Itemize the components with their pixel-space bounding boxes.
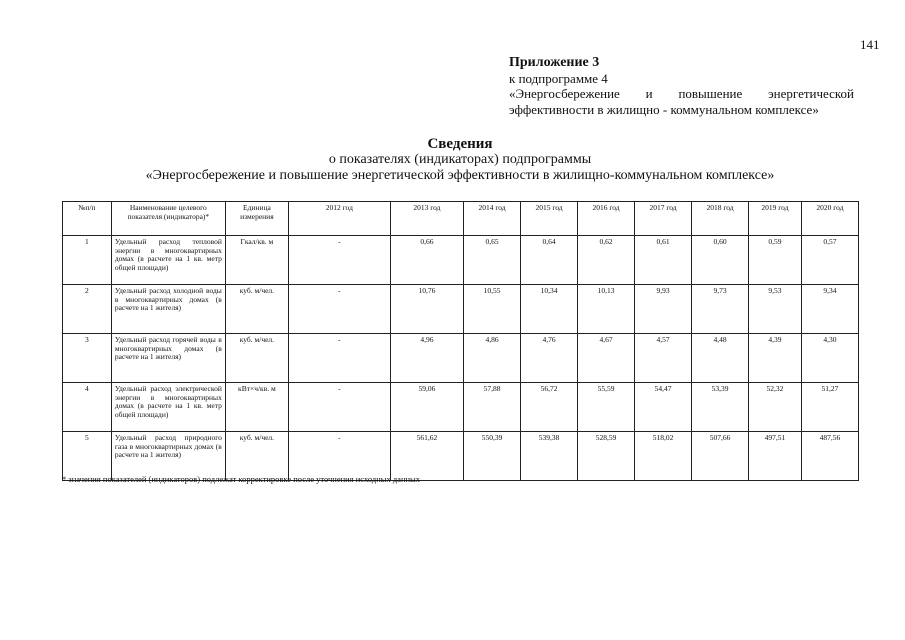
value-2019: 0,59 <box>749 236 802 285</box>
indicator-unit: куб. м/чел. <box>225 432 288 481</box>
table-row <box>63 383 859 432</box>
value-2016: 55,59 <box>578 383 635 432</box>
value-2013: 10,76 <box>390 285 463 334</box>
header-cell: 2019 год <box>749 202 802 236</box>
appendix-line-3: эффективности в жилищно - коммунальном комплексе» <box>509 101 819 117</box>
value-2014: 10,55 <box>464 285 521 334</box>
heading-title: Сведения <box>427 136 493 152</box>
value-2012: - <box>288 432 390 481</box>
value-2015: 0,64 <box>521 236 578 285</box>
value-2020: 487,56 <box>801 432 858 481</box>
value-2016: 4,67 <box>578 334 635 383</box>
value-2016: 0,62 <box>578 236 635 285</box>
appendix-title: Приложение 3 <box>509 55 600 70</box>
value-2012: - <box>288 334 390 383</box>
value-2012: - <box>288 285 390 334</box>
indicator-name: Удельный расход природного газа в многоквартирных домах (в расчете на 1 жителя) <box>111 432 225 481</box>
indicator-unit: Гкал/кв. м <box>225 236 288 285</box>
value-2014: 57,88 <box>464 383 521 432</box>
value-2012: - <box>288 236 390 285</box>
row-number: 4 <box>63 383 112 432</box>
appendix-line-1: к подпрограмме 4 <box>509 70 608 86</box>
table-header-row <box>63 202 859 236</box>
header-cell: 2020 год <box>801 202 858 236</box>
header-cell: Единица измерения <box>225 202 288 236</box>
indicator-unit: куб. м/чел. <box>225 334 288 383</box>
value-2016: 10,13 <box>578 285 635 334</box>
value-2017: 54,47 <box>635 383 692 432</box>
row-number: 3 <box>63 334 112 383</box>
value-2016: 528,59 <box>578 432 635 481</box>
value-2018: 507,66 <box>692 432 749 481</box>
value-2013: 0,66 <box>390 236 463 285</box>
value-2020: 51,27 <box>801 383 858 432</box>
value-2015: 4,76 <box>521 334 578 383</box>
value-2018: 53,39 <box>692 383 749 432</box>
value-2017: 0,61 <box>635 236 692 285</box>
value-2013: 4,96 <box>390 334 463 383</box>
value-2015: 10,34 <box>521 285 578 334</box>
value-2020: 4,30 <box>801 334 858 383</box>
value-2017: 9,93 <box>635 285 692 334</box>
row-number: 1 <box>63 236 112 285</box>
indicator-name: Удельный расход тепловой энергии в многоквартирных домах (в расчете на 1 кв. метр общей площади) <box>111 236 225 285</box>
value-2014: 0,65 <box>464 236 521 285</box>
row-number: 2 <box>63 285 112 334</box>
header-cell: Наименование целевого показателя (индикатора)* <box>111 202 225 236</box>
value-2019: 52,32 <box>749 383 802 432</box>
value-2014: 550,39 <box>464 432 521 481</box>
value-2019: 4,39 <box>749 334 802 383</box>
indicator-unit: куб. м/чел. <box>225 285 288 334</box>
indicators-table <box>62 201 859 481</box>
value-2014: 4,86 <box>464 334 521 383</box>
value-2013: 561,62 <box>390 432 463 481</box>
row-number: 5 <box>63 432 112 481</box>
header-cell: №п/п <box>63 202 112 236</box>
value-2012: - <box>288 383 390 432</box>
appendix-line-2: «Энергосбережение и повышение энергетической <box>509 86 854 101</box>
header-cell: 2017 год <box>635 202 692 236</box>
value-2019: 497,51 <box>749 432 802 481</box>
value-2017: 4,57 <box>635 334 692 383</box>
value-2020: 9,34 <box>801 285 858 334</box>
value-2013: 59,06 <box>390 383 463 432</box>
table-row <box>63 236 859 285</box>
value-2018: 9,73 <box>692 285 749 334</box>
value-2018: 0,60 <box>692 236 749 285</box>
header-cell: 2014 год <box>464 202 521 236</box>
heading-program: «Энергосбережение и повышение энергетической эффективности в жилищно-коммунальном комплексе» <box>145 168 775 183</box>
indicator-name: Удельный расход холодной воды в многоквартирных домах (в расчете на 1 жителя) <box>111 285 225 334</box>
value-2020: 0,57 <box>801 236 858 285</box>
table-row <box>63 334 859 383</box>
value-2015: 539,38 <box>521 432 578 481</box>
value-2017: 518,02 <box>635 432 692 481</box>
appendix-block <box>509 55 854 117</box>
header-cell: 2018 год <box>692 202 749 236</box>
header-cell: 2012 год <box>288 202 390 236</box>
footnote: * значения показателей (индикаторов) подлежат корректировке после уточнения исходных данных <box>62 474 421 484</box>
value-2019: 9,53 <box>749 285 802 334</box>
indicator-name: Удельный расход электрической энергии в многоквартирных домах (в расчете на 1 кв. метр общей площади) <box>111 383 225 432</box>
heading-subtitle: о показателях (индикаторах) подпрограммы <box>328 152 592 167</box>
header-cell: 2016 год <box>578 202 635 236</box>
document-heading <box>60 136 860 184</box>
value-2015: 56,72 <box>521 383 578 432</box>
header-cell: 2013 год <box>390 202 463 236</box>
page-number: 141 <box>860 37 880 52</box>
value-2018: 4,48 <box>692 334 749 383</box>
table-row <box>63 285 859 334</box>
indicator-name: Удельный расход горячей воды в многоквартирных домах (в расчете на 1 жителя) <box>111 334 225 383</box>
indicator-unit: кВт×ч/кв. м <box>225 383 288 432</box>
header-cell: 2015 год <box>521 202 578 236</box>
